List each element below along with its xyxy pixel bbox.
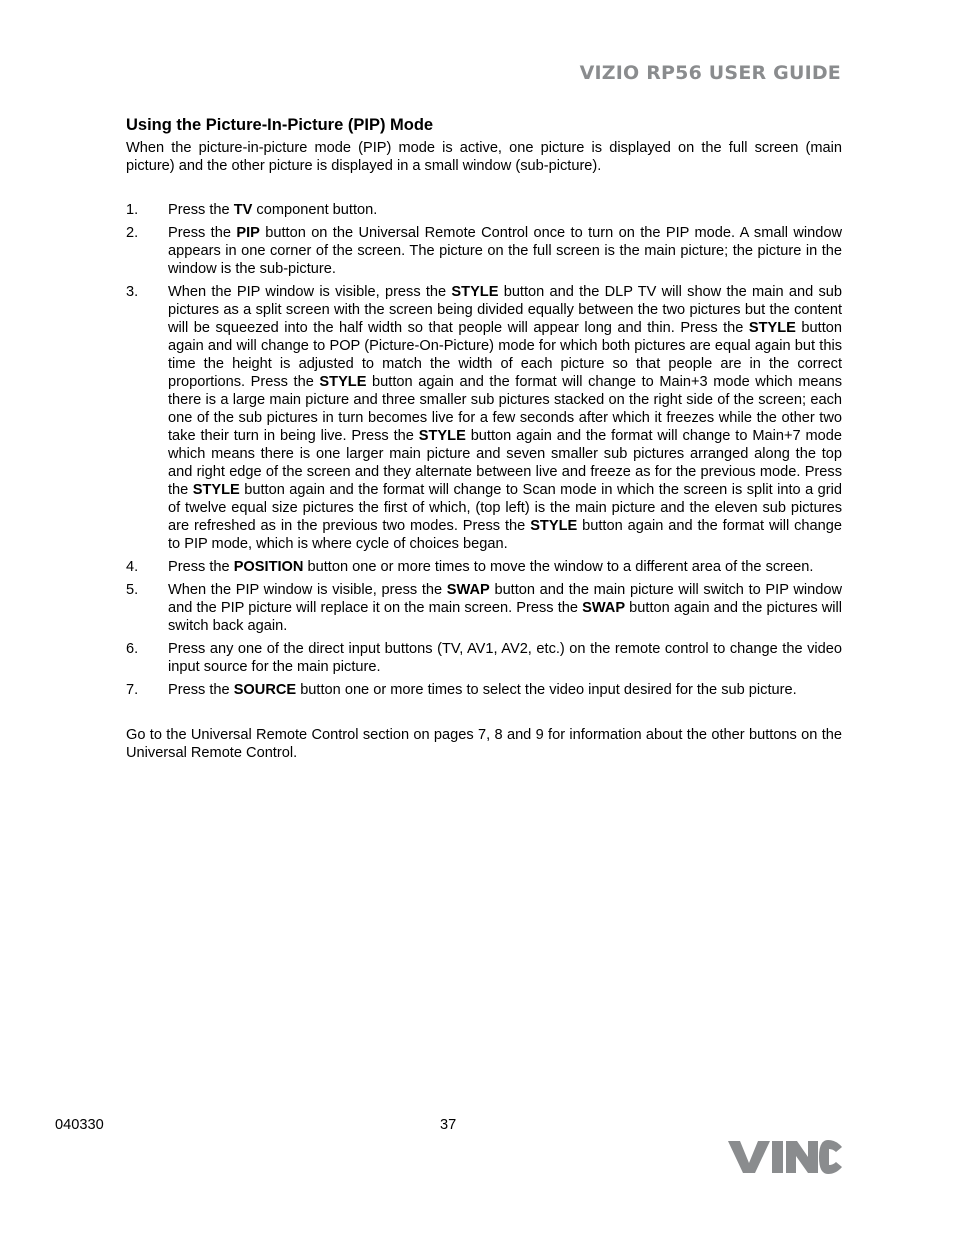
step-text: Press any one of the direct input buttons (TV, AV1, AV2, etc.) on the remote control to change the video input source for the main picture. <box>168 641 842 675</box>
page-header-title: VIZIO RP56 USER GUIDE <box>579 62 841 84</box>
intro-paragraph: When the picture-in-picture mode (PIP) mode is active, one picture is displayed on the full screen (main picture) and the other picture is displayed in a small window (sub-picture). <box>126 140 842 174</box>
button-name: TV <box>233 202 253 218</box>
section-heading: Using the Picture-In-Picture (PIP) Mode <box>126 116 434 134</box>
steps-list <box>126 201 842 699</box>
step-text: button one or more times to select the video input desired for the sub picture. <box>296 682 797 698</box>
document-code: 040330 <box>55 1117 104 1133</box>
step-text: button and the DLP TV will show the main and sub pictures as a split screen with the screen being divided equally between the two pictures but the content will be squeezed into the half width so that people will appear long and thin. Press the <box>168 284 842 336</box>
step-text: button again and will change to POP (Picture-On-Picture) mode for which both pictures are equal again but this time the height is adjusted to match the width of each picture so that people are in the correct proportions. Press the <box>168 320 842 390</box>
step-text: Press the <box>168 202 234 218</box>
button-name: STYLE <box>530 518 578 534</box>
list-item <box>126 283 842 553</box>
step-number: 4. <box>126 559 139 575</box>
button-name: SWAP <box>446 582 490 598</box>
step-text: Press the <box>168 559 234 575</box>
button-name: POSITION <box>233 559 304 575</box>
list-item <box>126 224 842 278</box>
step-text: button one or more times to move the window to a different area of the screen. <box>303 559 814 575</box>
button-name: STYLE <box>418 428 466 444</box>
step-text: button again and the format will change to Scan mode in which the screen is split into a grid of twelve equal size pictures the first of which, (top left) is the main picture and the eleven sub pictures are refreshed as in the previous two modes. Press the <box>168 482 842 534</box>
button-name: SOURCE <box>233 682 297 698</box>
page-number: 37 <box>440 1117 457 1133</box>
list-item <box>126 581 842 635</box>
step-text: component button. <box>252 202 378 218</box>
step-text: button again and the format will change to PIP mode, which is where cycle of choices began. <box>168 518 843 552</box>
list-item <box>126 640 842 676</box>
list-item <box>126 201 842 219</box>
step-number: 7. <box>126 682 139 698</box>
button-name: STYLE <box>748 320 796 336</box>
button-name: STYLE <box>451 284 499 300</box>
step-number: 2. <box>126 225 139 241</box>
button-name: SWAP <box>582 600 626 616</box>
step-number: 1. <box>126 202 139 218</box>
step-text: button again and the format will change to Main+7 mode which means there is one larger main picture and seven smaller sub pictures arranged along the top and right edge of the screen and they alternate between live and freeze as for the previous mode. Press the <box>168 428 842 498</box>
step-text: Press the <box>168 682 234 698</box>
button-name: STYLE <box>319 374 367 390</box>
step-text: When the PIP window is visible, press the <box>168 284 452 300</box>
step-number: 6. <box>126 641 139 657</box>
button-name: STYLE <box>192 482 240 498</box>
step-text: button and the main picture will switch to PIP window and the PIP picture will replace it on the main screen. Press the <box>168 582 842 616</box>
step-number: 5. <box>126 582 139 598</box>
step-text: button on the Universal Remote Control once to turn on the PIP mode. A small window appears in one corner of the screen. The picture on the full screen is the main picture; the picture in the window is the sub-picture. <box>168 225 843 277</box>
button-name: PIP <box>236 225 260 241</box>
step-text: button again and the format will change to Main+3 mode which means there is a large main picture and three smaller sub pictures stacked on the right side of the screen; each one of the sub pictures in turn becomes live for a few seconds after which it freezes while the other two take their turn in being live. Press the <box>168 374 842 444</box>
vinc-logo <box>726 1133 844 1181</box>
list-item <box>126 681 842 699</box>
step-text: When the PIP window is visible, press the <box>168 582 447 598</box>
step-text: button again and the pictures will switch back again. <box>168 600 842 634</box>
step-number: 3. <box>126 284 139 300</box>
step-text: Press the <box>168 225 237 241</box>
closing-paragraph: Go to the Universal Remote Control section on pages 7, 8 and 9 for information about the other buttons on the Universal Remote Control. <box>126 727 842 761</box>
list-item <box>126 558 842 576</box>
main-content <box>126 115 842 762</box>
